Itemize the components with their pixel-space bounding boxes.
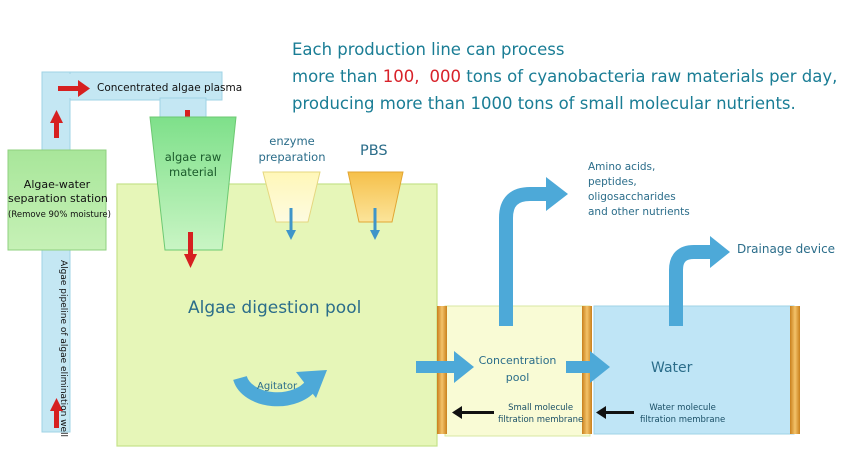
algae-raw-material-label xyxy=(150,150,236,180)
enzyme-line2: preparation xyxy=(258,150,326,164)
nutrients-line1: Amino acids, xyxy=(588,161,656,173)
headline-number-part1: 100, xyxy=(382,67,420,86)
concentration-pool-label xyxy=(470,352,565,386)
nutrients-line4: and other nutrients xyxy=(588,206,690,218)
algae-raw-material-hopper xyxy=(150,117,236,250)
headline-number-part2: 000 xyxy=(429,67,461,86)
drainage-device-label: Drainage device xyxy=(737,242,836,256)
concentration-line1: Concentration xyxy=(478,354,557,367)
water-membrane-line1: Water molecule xyxy=(649,403,716,413)
nutrients-outflow-arrow xyxy=(506,177,568,326)
digestion-pool-label: Algae digestion pool xyxy=(188,298,362,318)
headline-line1: Each production line can process xyxy=(292,40,565,59)
small-molecule-membrane-label xyxy=(498,402,583,426)
concentration-line2: pool xyxy=(505,371,530,384)
headline-line2-post: tons of cyanobacteria raw materials per day, xyxy=(460,67,838,86)
water-molecule-membrane-label xyxy=(640,402,725,426)
headline-line2-pre: more than xyxy=(292,67,383,86)
membrane-right-wall xyxy=(790,306,800,434)
pbs-label: PBS xyxy=(360,143,388,159)
water-membrane-line2: filtration membrane xyxy=(640,415,726,425)
separation-station-label xyxy=(8,178,111,222)
separation-note: (Remove 90% moisture) xyxy=(8,210,111,220)
agitator-label: Agitator xyxy=(257,381,298,392)
algae-raw-line1: algae raw xyxy=(164,150,222,164)
water-label: Water xyxy=(651,360,693,376)
enzyme-line1: enzyme xyxy=(269,134,315,148)
nutrients-line3: oligosaccharides xyxy=(588,191,676,203)
concentrated-plasma-label: Concentrated algae plasma xyxy=(97,82,243,94)
headline-line3: producing more than 1000 tons of small molecular nutrients. xyxy=(292,94,796,113)
separation-title-line2: separation station xyxy=(8,192,108,205)
algae-raw-line2: material xyxy=(169,165,217,179)
separation-title-line1: Algae-water xyxy=(23,178,91,191)
small-membrane-line1: Small molecule xyxy=(508,403,574,413)
pipeline-label: Algae pipeline of algae elimination well xyxy=(58,260,68,438)
nutrients-label xyxy=(588,160,690,220)
nutrients-line2: peptides, xyxy=(588,176,637,188)
enzyme-preparation-label xyxy=(250,133,334,165)
small-membrane-line2: filtration membrane xyxy=(498,415,584,425)
